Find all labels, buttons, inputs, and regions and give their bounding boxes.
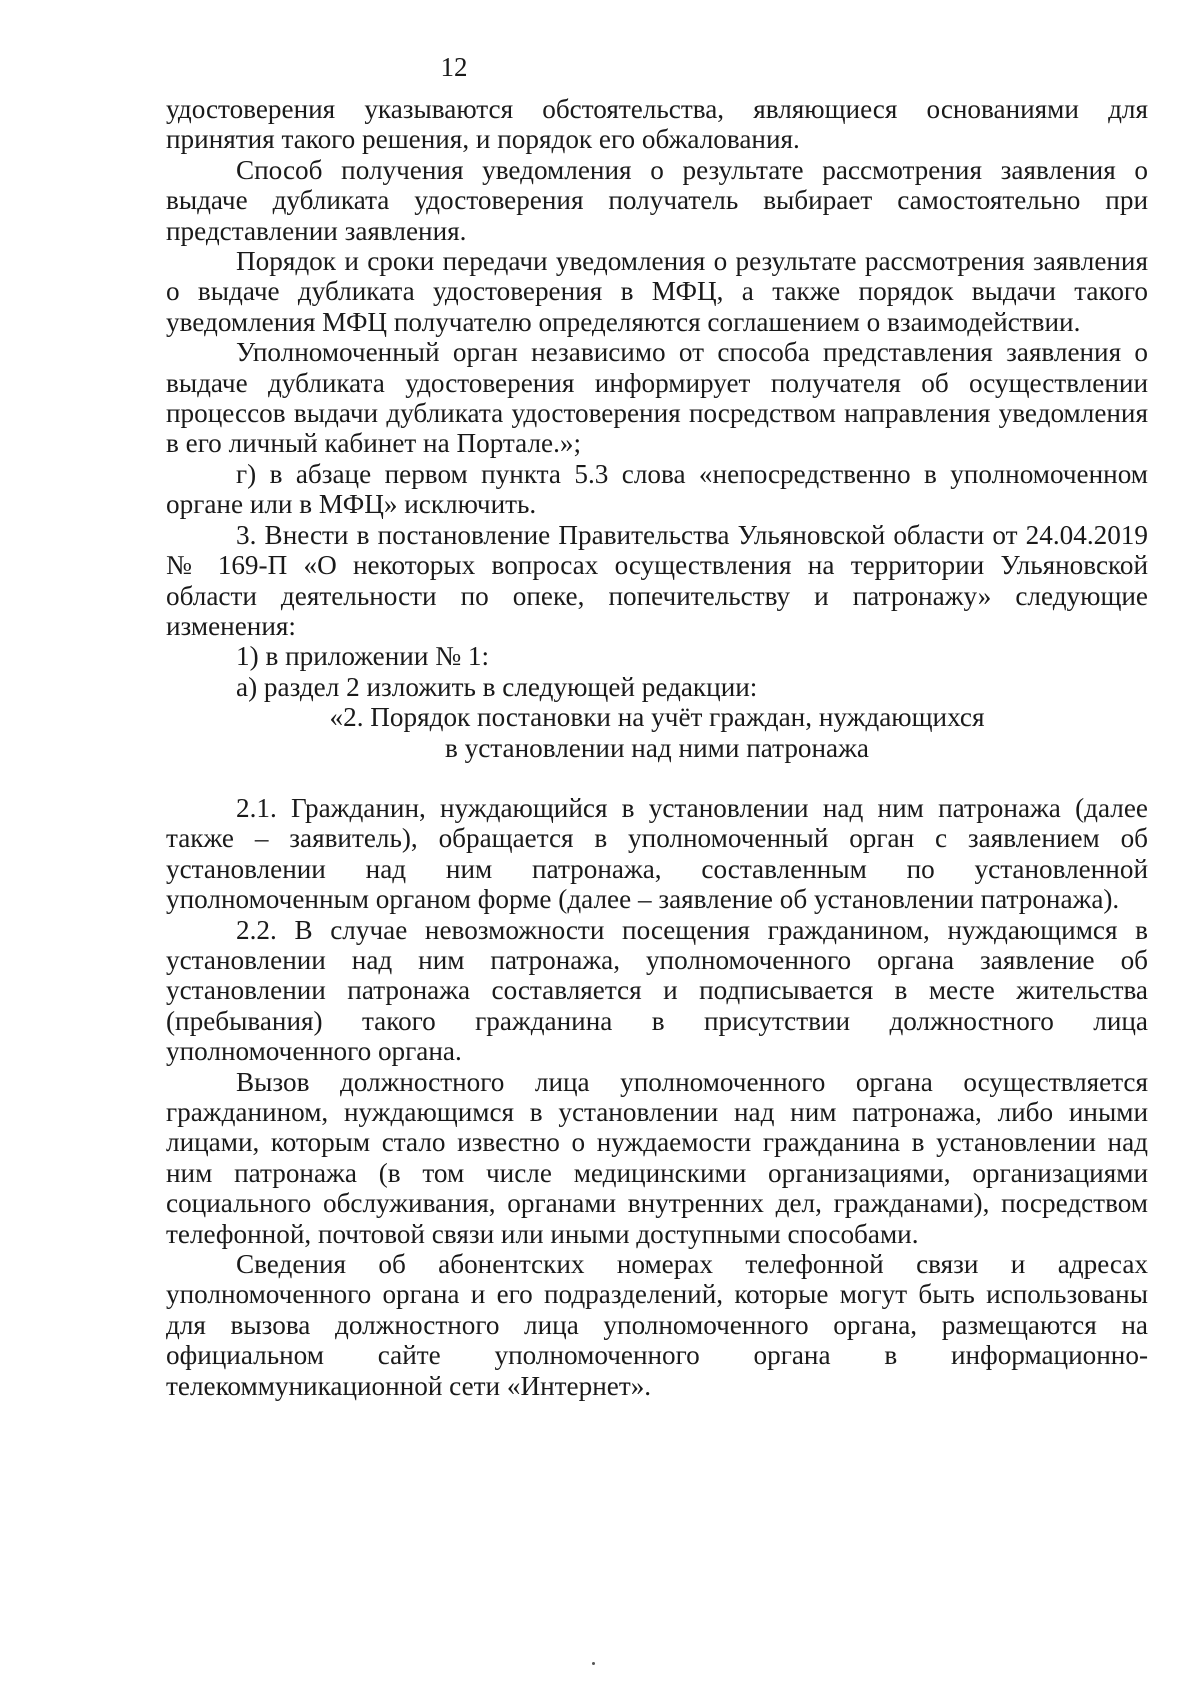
paragraph-notification-method: Способ получения уведомления о результате рассмотрения заявления о выдаче дубликата удостоверения получатель выбирает самостоятельно при представлении заявления. [166, 154, 1148, 246]
paragraph-2-2: 2.2. В случае невозможности посещения гражданином, нуждающимся в установлении над ним патронажа, уполномоченного органа заявление об установлении патронажа составляется и подписывается в месте жительства (пребывания) такого гражданина в присутствии должностного лица уполномоченного органа. [166, 914, 1148, 1067]
paragraph-item-3: 3. Внести в постановление Правительства Ульяновской области от 24.04.2019 № 169-П «О некоторых вопросах осуществления на территории Ульяновской области деятельности по опеке, попечительству и патронажу» следующие изменения: [166, 519, 1148, 641]
paragraph-transfer-procedure: Порядок и сроки передачи уведомления о результате рассмотрения заявления о выдаче дубликата удостоверения в МФЦ, а также порядок выдачи такого уведомления МФЦ получателю определяются соглашением о взаимодействии. [166, 246, 1148, 337]
section-title-line-2: в установлении над ними патронажа [445, 732, 869, 763]
paragraph-authorized-body: Уполномоченный орган независимо от способа представления заявления о выдаче дубликата удостоверения информирует получателя об осуществлении процессов выдачи дубликата удостоверения посредством направления уведомления в его личный кабинет на Портале.»; [166, 337, 1148, 459]
section-title-line-1: «2. Порядок постановки на учёт граждан, нуждающихся [329, 702, 985, 733]
document-body [166, 94, 1148, 1401]
paragraph-contact-info: Сведения об абонентских номерах телефонной связи и адресах уполномоченного органа и его подразделений, которые могут быть использованы для вызова должностного лица уполномоченного органа, размещаются на официальном сайте уполномоченного органа в информационно-телекоммуникационной сети «Интернет». [166, 1249, 1148, 1401]
spacer [166, 763, 1148, 793]
paragraph-call-official: Вызов должностного лица уполномоченного органа осуществляется гражданином, нуждающимся в установлении над ним патронажа, либо иными лицами, которым стало известно о нуждаемости гражданина в установлении над ним патронажа (в том числе медицинскими организациями, организациями социального обслуживания, органами внутренних дел, гражданами), посредством телефонной, почтовой связи или иными доступными способами. [166, 1066, 1148, 1249]
page-number: 12 [440, 52, 468, 82]
paragraph-section-2-intro: а) раздел 2 изложить в следующей редакции: [236, 671, 758, 702]
paragraph-appendix-1: 1) в приложении № 1: [236, 641, 490, 672]
paragraph-continuation: удостоверения указываются обстоятельства, являющиеся основаниями для принятия такого решения, и порядок его обжалования. [166, 94, 1148, 155]
scan-dot [592, 1662, 595, 1665]
paragraph-item-g: г) в абзаце первом пункта 5.3 слова «непосредственно в уполномоченном органе или в МФЦ» исключить. [166, 458, 1148, 520]
paragraph-2-1: 2.1. Гражданин, нуждающийся в установлении над ним патронажа (далее также – заявитель), обращается в уполномоченный орган с заявлением об установлении над ним патронажа, составленным по установленной уполномоченным органом форме (далее – заявление об установлении патронажа). [166, 792, 1148, 915]
